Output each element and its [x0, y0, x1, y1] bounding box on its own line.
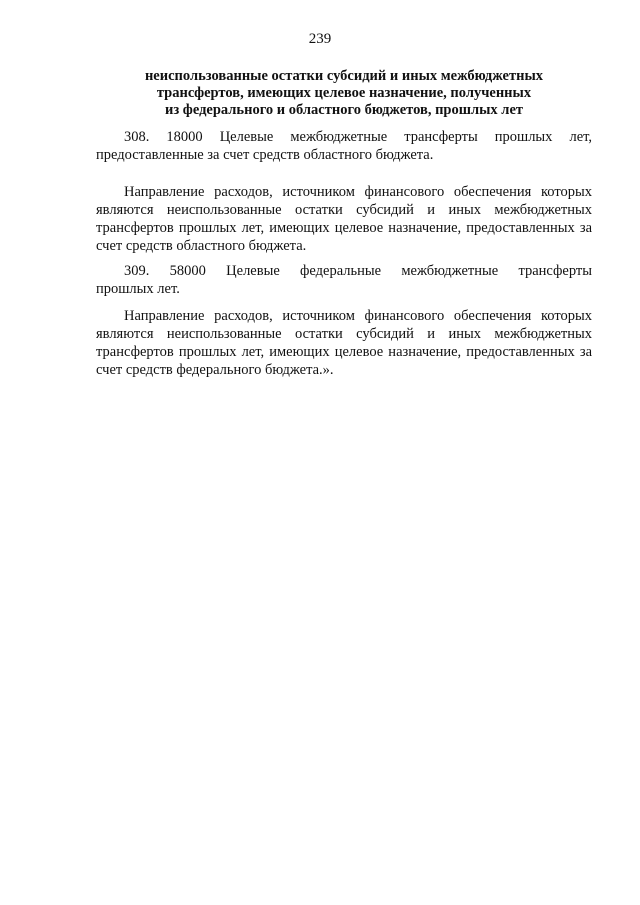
heading-line: из федерального и областного бюджетов, прошлых лет: [165, 102, 523, 118]
description-line: Направление расходов, источником финансового обеспечения которых: [124, 184, 592, 200]
entry-title-word: федеральные: [300, 263, 382, 279]
entry-title-word: межбюджетные: [290, 129, 388, 145]
entry-title-word: Целевые: [226, 263, 280, 279]
heading-line: неиспользованные остатки субсидий и иных межбюджетных: [144, 68, 544, 84]
page-number: 239: [308, 31, 332, 47]
description-line: трансфертов прошлых лет, имеющих целевое назначение, предоставленных за: [96, 344, 592, 360]
heading-line: трансфертов, имеющих целевое назначение, полученных: [156, 85, 532, 101]
entry-title-word: лет,: [569, 129, 592, 145]
entry-title-word: прошлых: [494, 129, 553, 145]
entry-code: 58000: [169, 263, 206, 279]
entry-title-word: Целевые: [219, 129, 274, 145]
description-line: счет средств областного бюджета.: [96, 238, 307, 254]
entry-title-continuation: предоставленные за счет средств областного бюджета.: [96, 147, 434, 163]
section-heading: [96, 68, 592, 119]
entry-title-word: трансферты: [518, 263, 592, 279]
entry-number: 308.: [124, 129, 150, 145]
entry-308-description: [96, 183, 592, 255]
entry-title-word: трансферты: [404, 129, 478, 145]
entry-title-first-line: [96, 262, 592, 280]
entry-title-word: межбюджетные: [401, 263, 499, 279]
entry-title-first-line: [96, 128, 592, 146]
entry-309-description: [96, 307, 592, 379]
entry-309-title: [96, 262, 592, 298]
description-line: являются неиспользованные остатки субсидий и иных межбюджетных: [96, 326, 592, 342]
description-line: счет средств федерального бюджета.».: [96, 362, 334, 378]
entry-code: 18000: [166, 129, 203, 145]
description-line: трансфертов прошлых лет, имеющих целевое назначение, предоставленных за: [96, 220, 592, 236]
entry-number: 309.: [124, 263, 150, 279]
entry-title-continuation: прошлых лет.: [96, 281, 180, 297]
entry-308-title: [96, 128, 592, 164]
description-line: Направление расходов, источником финансового обеспечения которых: [124, 308, 592, 324]
description-line: являются неиспользованные остатки субсидий и иных межбюджетных: [96, 202, 592, 218]
